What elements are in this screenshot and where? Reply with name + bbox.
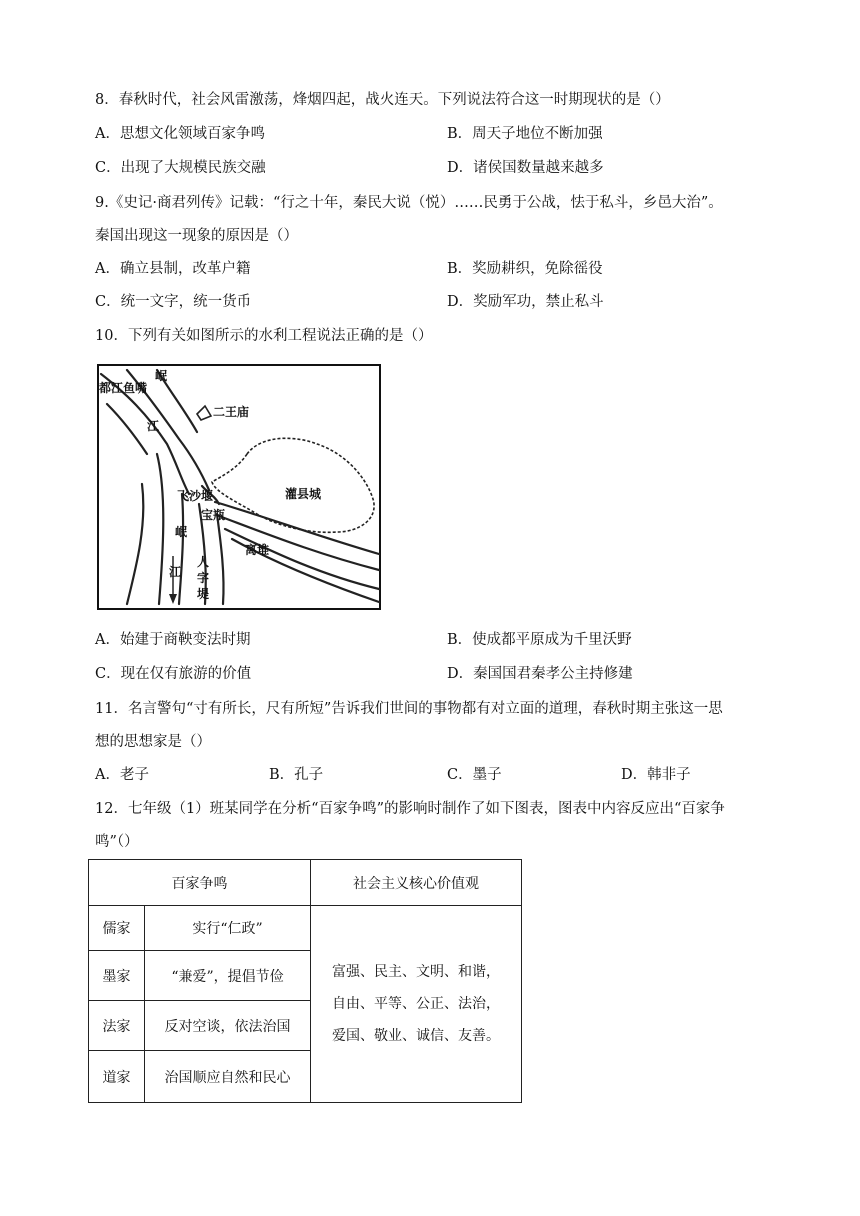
q8-option-a: A．思想文化领域百家争鸣	[95, 126, 265, 142]
hundred-schools-table	[88, 859, 522, 1103]
q9-option-a: A．确立县制，改革户籍	[95, 261, 251, 277]
q11-option-c: C．墨子	[447, 767, 502, 783]
q10-option-d: D．秦国国君秦孝公主持修建	[447, 666, 633, 682]
q9-stem-line1: 9.《史记·商君列传》记载：“行之十年，秦民大说（悦）……民勇于公战，怯于私斗，乡邑大治”。	[95, 195, 723, 211]
core-values-cell	[311, 906, 522, 1103]
table-idea-fajia: 反对空谈，依法治国	[145, 1001, 311, 1051]
table-idea-mojia: “兼爱”，提倡节俭	[145, 951, 311, 1001]
label-baoping: 宝瓶	[201, 508, 226, 522]
q11-option-d: D．韩非子	[621, 767, 691, 783]
q10-option-a: A．始建于商鞅变法时期	[95, 632, 251, 648]
q8-option-b: B．周天子地位不断加强	[447, 126, 603, 142]
table-idea-rujia: 实行“仁政”	[145, 906, 311, 951]
q8-option-c: C．出现了大规模民族交融	[95, 160, 266, 176]
table-school-mojia: 墨家	[89, 951, 145, 1001]
q11-stem-line1: 11．名言警句“寸有所长，尺有所短”告诉我们世间的事物都有对立面的道理，春秋时期主张这一思	[95, 701, 723, 717]
label-min-top: 岷	[155, 369, 168, 383]
label-feishayan: 飞沙堰	[177, 489, 214, 503]
q12-stem-line2: 鸣”（）	[95, 834, 139, 850]
label-renzi-3: 堤	[197, 587, 210, 601]
label-lidui: 离堆	[245, 543, 270, 557]
q11-option-a: A．老子	[95, 767, 149, 783]
q9-option-d: D．奖励军功，禁止私斗	[447, 294, 604, 310]
label-jiang-bottom: 江	[169, 565, 182, 579]
q11-stem-line2: 想的思想家是（）	[95, 734, 211, 750]
q11-option-b: B．孔子	[269, 767, 324, 783]
q10-stem: 10．下列有关如图所示的水利工程说法正确的是（）	[95, 328, 433, 344]
q9-option-c: C．统一文字，统一货币	[95, 294, 252, 310]
q10-option-c: C．现在仅有旅游的价值	[95, 666, 252, 682]
table-school-daojia: 道家	[89, 1051, 145, 1103]
q9-stem-line2: 秦国出现这一现象的原因是（）	[95, 228, 298, 244]
table-school-fajia: 法家	[89, 1001, 145, 1051]
q12-stem-line1: 12．七年级（1）班某同学在分析“百家争鸣”的影响时制作了如下图表，图表中内容反应出“百家争	[95, 801, 725, 817]
table-header-right: 社会主义核心价值观	[311, 860, 522, 906]
label-dujiang-yuzui: 都江鱼嘴	[99, 381, 148, 395]
label-guanxian-city: 灌县城	[285, 487, 322, 501]
q9-option-b: B．奖励耕织，免除徭役	[447, 261, 603, 277]
q8-option-d: D．诸侯国数量越来越多	[447, 160, 604, 176]
q10-option-b: B．使成都平原成为千里沃野	[447, 632, 632, 648]
table-idea-daojia: 治国顺应自然和民心	[145, 1051, 311, 1103]
table-school-rujia: 儒家	[89, 906, 145, 951]
label-jiang-top: 江	[147, 419, 160, 433]
label-erwang-temple: 二王庙	[213, 405, 250, 419]
core-values-line-1: 富强、民主、文明、和谐，	[332, 964, 500, 980]
core-values-line-3: 爱国、敬业、诚信、友善。	[332, 1028, 500, 1044]
label-renzi-1: 人	[197, 555, 210, 569]
dujiangyan-map	[97, 364, 381, 610]
label-renzi-2: 字	[197, 571, 210, 585]
label-min-bottom: 岷	[175, 525, 188, 539]
core-values-line-2: 自由、平等、公正、法治，	[332, 996, 500, 1012]
q8-stem: 8．春秋时代，社会风雷激荡，烽烟四起，战火连天。下列说法符合这一时期现状的是（）	[95, 92, 670, 108]
table-header-left: 百家争鸣	[89, 860, 311, 906]
